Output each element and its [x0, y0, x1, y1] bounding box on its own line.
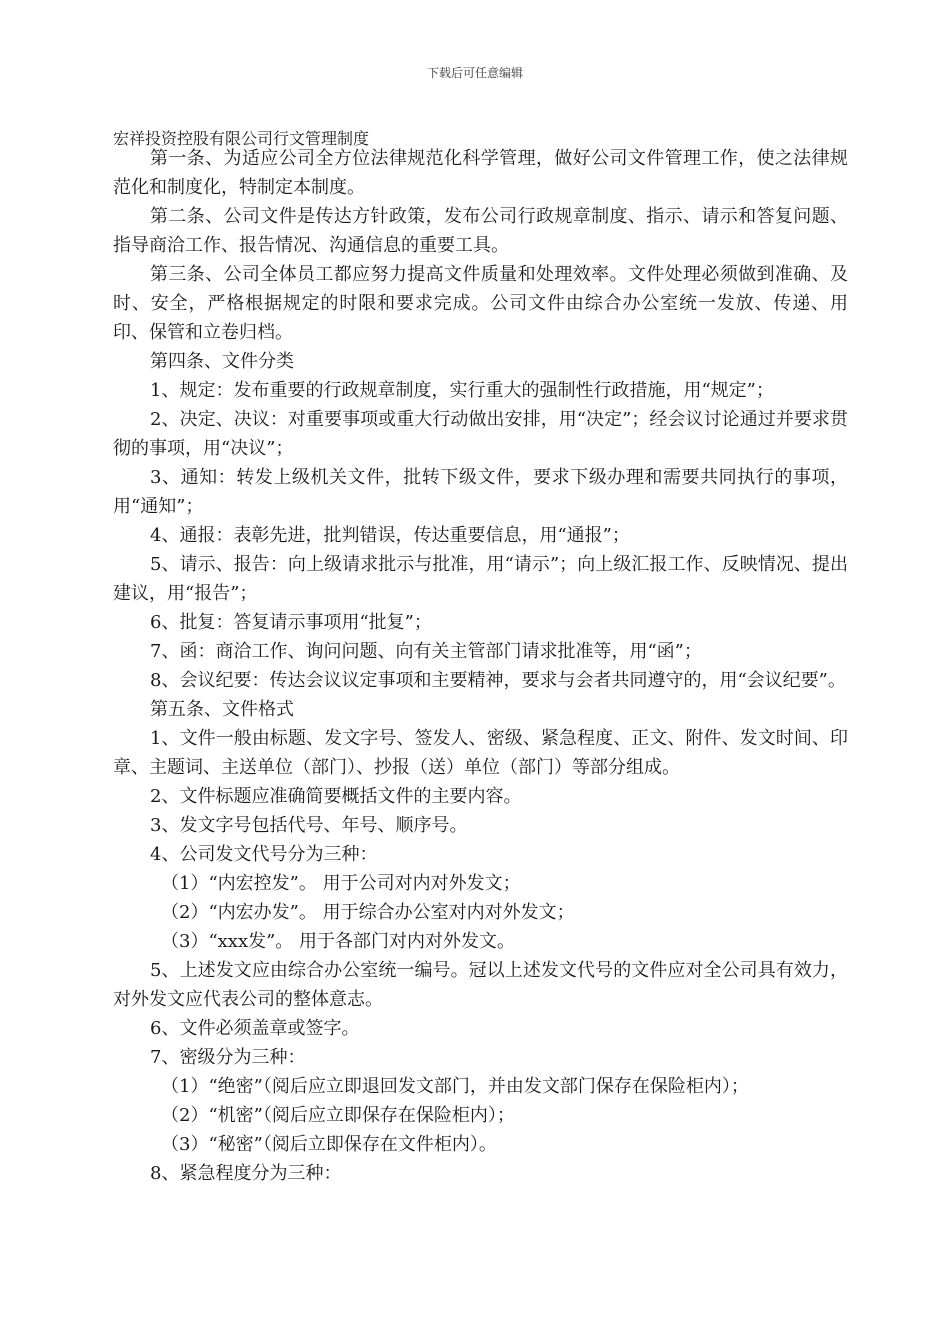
list-item: 5、上述发文应由综合办公室统一编号。冠以上述发文代号的文件应对全公司具有效力，对外发文应代表公司的整体意志。 [113, 960, 848, 1010]
sub-list-item: （1）“内宏控发”。 用于公司对内对外发文； [161, 873, 521, 894]
list-item: 1、规定：发布重要的行政规章制度，实行重大的强制性行政措施，用“规定”； [150, 380, 774, 401]
list-item: 5、请示、报告：向上级请求批示与批准，用“请示”；向上级汇报工作、反映情况、提出建议，用“报告”； [113, 554, 848, 604]
sub-list-item: （2）“内宏办发”。 用于综合办公室对内对外发文； [161, 902, 575, 923]
list-item: 1、文件一般由标题、发文字号、签发人、密级、紧急程度、正文、附件、发文时间、印章、主题词、主送单位（部门）、抄报（送）单位（部门）等部分组成。 [113, 728, 848, 778]
list-item: 6、文件必须盖章或签字。 [150, 1018, 360, 1039]
page-header-note: 下载后可任意编辑 [426, 66, 523, 80]
sub-list-item: （1）“绝密”（阅后应立即退回发文部门，并由发文部门保存在保险柜内）； [161, 1076, 749, 1097]
document-title: 宏祥投资控股有限公司行文管理制度 [113, 129, 370, 148]
list-item: 7、密级分为三种： [150, 1047, 306, 1068]
sub-list-item: （2）“机密”（阅后应立即保存在保险柜内）； [161, 1105, 515, 1126]
article-5-heading: 第五条、文件格式 [150, 699, 294, 720]
list-item: 8、会议纪要：传达会议议定事项和主要精神，要求与会者共同遵守的，用“会议纪要”。 [150, 670, 846, 691]
article-1: 第一条、为适应公司全方位法律规范化科学管理，做好公司文件管理工作，使之法律规范化和制度化，特制定本制度。 [113, 148, 848, 198]
sub-list-item: （3）“秘密”（阅后立即保存在文件柜内）。 [161, 1134, 497, 1155]
list-item: 8、紧急程度分为三种： [150, 1163, 342, 1184]
list-item: 4、通报：表彰先进，批判错误，传达重要信息，用“通报”； [150, 525, 630, 546]
document-body [113, 144, 848, 1188]
list-item: 3、通知：转发上级机关文件，批转下级文件，要求下级办理和需要共同执行的事项，用“通知”； [113, 467, 848, 517]
article-3: 第三条、公司全体员工都应努力提高文件质量和处理效率。文件处理必须做到准确、及时、安全，严格根据规定的时限和要求完成。公司文件由综合办公室统一发放、传递、用印、保管和立卷归档。 [113, 264, 848, 343]
list-item: 6、批复：答复请示事项用“批复”； [150, 612, 432, 633]
sub-list-item: （3）“xxx发”。 用于各部门对内对外发文。 [161, 931, 516, 952]
list-item: 4、公司发文代号分为三种： [150, 844, 378, 865]
list-item: 2、文件标题应准确简要概括文件的主要内容。 [150, 786, 522, 807]
list-item: 3、发文字号包括代号、年号、顺序号。 [150, 815, 468, 836]
list-item: 7、函：商洽工作、询问问题、向有关主管部门请求批准等，用“函”； [150, 641, 702, 662]
list-item: 2、决定、决议：对重要事项或重大行动做出安排，用“决定”；经会议讨论通过并要求贯彻的事项，用“决议”； [113, 409, 848, 459]
article-2: 第二条、公司文件是传达方针政策，发布公司行政规章制度、指示、请示和答复问题、指导商洽工作、报告情况、沟通信息的重要工具。 [113, 206, 848, 256]
article-4-heading: 第四条、文件分类 [150, 351, 294, 372]
